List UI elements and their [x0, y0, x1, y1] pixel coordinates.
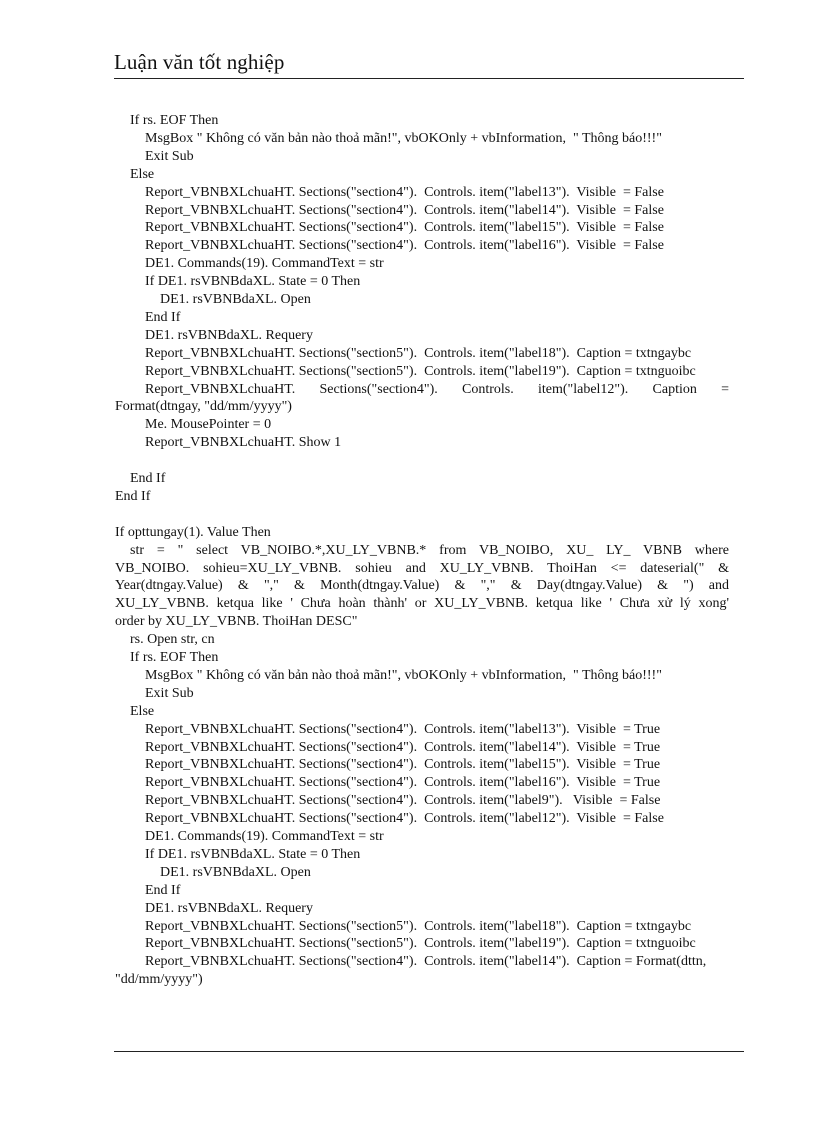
code-line: rs. Open str, cn [130, 632, 215, 648]
code-line: DE1. rsVBNBdaXL. Open [160, 292, 311, 307]
code-line: Else [130, 703, 155, 719]
code-line: Report_VBNBXLchuaHT. Show 1 [145, 435, 342, 451]
code-line: Report_VBNBXLchuaHT. Sections("section4"). Controls. item("label9"). Visible = False [145, 793, 661, 809]
code-line: If DE1. rsVBNBdaXL. State = 0 Then [145, 274, 361, 290]
code-line: Report_VBNBXLchuaHT. Sections("section4"). Controls. item("label13"). Visible = False [145, 184, 664, 200]
document-header-title: Luận văn tốt nghiệp [114, 50, 285, 74]
code-line: If rs. EOF Then [130, 113, 219, 128]
code-line: End If [145, 309, 181, 325]
code-line: Report_VBNBXLchuaHT. Sections("section4"). Controls. item("label15"). Visible = False [145, 220, 664, 236]
code-line: Report_VBNBXLchuaHT. Sections("section5"). Controls. item("label18"). Caption = txtngaybc [145, 918, 692, 934]
code-line: Report_VBNBXLchuaHT. Sections("section5"). Controls. item("label18"). Caption = txtngaybc [145, 345, 692, 361]
code-line: Else [130, 166, 155, 182]
code-line: End If [130, 471, 166, 486]
code-line: Report_VBNBXLchuaHT. Sections("section4"). Controls. item("label14"). Visible = True [145, 739, 661, 755]
code-line: Report_VBNBXLchuaHT. Sections("section4"). Controls. item("label12"). Visible = False [145, 811, 664, 827]
code-line: If rs. EOF Then [130, 650, 219, 665]
code-line: DE1. Commands(19). CommandText = str [145, 256, 384, 272]
code-line: Report_VBNBXLchuaHT. Sections("section4"). Controls. item("label13"). Visible = True [145, 721, 661, 737]
code-line: End If [145, 882, 181, 898]
code-line: Report_VBNBXLchuaHT. Sections("section4"). Controls. item("label12"). Caption = [145, 381, 729, 397]
code-line: Year(dtngay.Value) & "," & Month(dtngay.Value) & "," & Day(dtngay.Value) & ") and [115, 578, 729, 594]
code-line: Exit Sub [145, 148, 194, 164]
code-line: Report_VBNBXLchuaHT. Sections("section5"). Controls. item("label19"). Caption = txtnguoibc [145, 936, 696, 952]
header-divider [114, 78, 744, 79]
code-line: Report_VBNBXLchuaHT. Sections("section4"). Controls. item("label15"). Visible = True [145, 757, 661, 773]
code-line: MsgBox " Không có văn bản nào thoả mãn!", vbOKOnly + vbInformation, " Thông báo!!!" [145, 667, 662, 683]
code-line: Format(dtngay, "dd/mm/yyyy") [115, 399, 292, 415]
code-line: Me. MousePointer = 0 [145, 417, 272, 433]
code-line: DE1. Commands(19). CommandText = str [145, 829, 384, 844]
code-line: Report_VBNBXLchuaHT. Sections("section5"). Controls. item("label19"). Caption = txtnguoibc [145, 363, 696, 379]
code-line: XU_LY_VBNB. ketqua like ' Chưa hoàn thành' or XU_LY_VBNB. ketqua like ' Chưa xử lý xong' [115, 596, 729, 612]
code-line: Report_VBNBXLchuaHT. Sections("section4"). Controls. item("label16"). Visible = True [145, 775, 661, 791]
code-line: order by XU_LY_VBNB. ThoiHan DESC" [115, 614, 358, 630]
code-line: "dd/mm/yyyy") [115, 972, 203, 988]
code-line: Report_VBNBXLchuaHT. Sections("section4"). Controls. item("label16"). Visible = False [145, 238, 664, 254]
code-line: str = " select VB_NOIBO.*,XU_LY_VBNB.* from VB_NOIBO, XU_ LY_ VBNB where [130, 542, 729, 558]
code-line: Report_VBNBXLchuaHT. Sections("section4"). Controls. item("label14"). Caption = Format(dttn, [145, 954, 707, 970]
code-line: End If [115, 488, 151, 504]
code-line: MsgBox " Không có văn bản nào thoả mãn!", vbOKOnly + vbInformation, " Thông báo!!!" [145, 130, 662, 146]
code-line: DE1. rsVBNBdaXL. Requery [145, 900, 313, 916]
footer-divider [114, 1051, 744, 1052]
code-line: If DE1. rsVBNBdaXL. State = 0 Then [145, 846, 361, 862]
code-line: DE1. rsVBNBdaXL. Open [160, 864, 311, 880]
code-line: DE1. rsVBNBdaXL. Requery [145, 327, 313, 343]
code-line: If opttungay(1). Value Then [115, 524, 271, 540]
code-line: Exit Sub [145, 685, 194, 701]
code-line: Report_VBNBXLchuaHT. Sections("section4"). Controls. item("label14"). Visible = False [145, 202, 664, 218]
code-line: VB_NOIBO. sohieu=XU_LY_VBNB. sohieu and XU_LY_VBNB. ThoiHan <= dateserial(" & [115, 560, 729, 576]
